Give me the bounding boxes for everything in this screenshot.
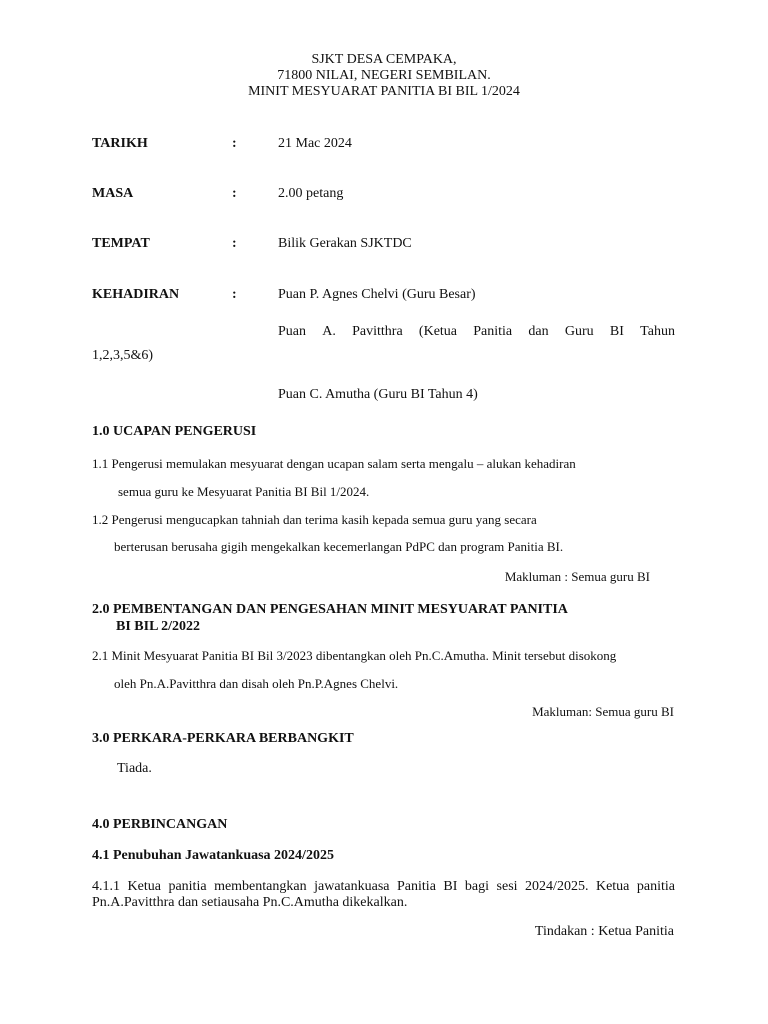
section-4-1-heading: 4.1 Penubuhan Jawatankuasa 2024/2025 [92, 848, 334, 863]
section-3-body: Tiada. [117, 761, 152, 776]
document-title: MINIT MESYUARAT PANITIA BI BIL 1/2024 [248, 84, 520, 99]
label-tempat: TEMPAT [92, 236, 150, 251]
label-masa: MASA [92, 186, 134, 201]
section-1-1-line1: 1.1 Pengerusi memulakan mesyuarat dengan ucapan salam serta mengalu – alukan kehadiran [92, 456, 576, 471]
attendee-ketua-panitia-line [278, 324, 675, 340]
attendee-word: (Ketua [418, 324, 458, 339]
colon-tarikh: : [232, 136, 237, 151]
attendee-word: dan [528, 324, 549, 339]
section-1-2-line2: berterusan berusaha gigih mengekalkan kecemerlangan PdPC dan program Panitia BI. [114, 539, 564, 554]
attendee-guru-besar: Puan P. Agnes Chelvi (Guru Besar) [278, 287, 476, 302]
colon-tempat: : [232, 236, 237, 251]
section-2-1-line2: oleh Pn.A.Pavitthra dan disah oleh Pn.P.Agnes Chelvi. [114, 676, 399, 691]
attendee-ketua-panitia-cont: 1,2,3,5&6) [92, 348, 154, 363]
label-kehadiran: KEHADIRAN [92, 287, 180, 302]
section-2-makluman: Makluman: Semua guru BI [532, 704, 674, 719]
label-tarikh: TARIKH [92, 136, 148, 151]
attendee-word: A. [322, 324, 336, 339]
header-line-address: 71800 NILAI, NEGERI SEMBILAN. [277, 68, 491, 83]
attendee-word: Pavitthra [352, 324, 403, 339]
colon-kehadiran: : [232, 287, 237, 302]
section-1-2-line1: 1.2 Pengerusi mengucapkan tahniah dan terima kasih kepada semua guru yang secara [92, 512, 537, 527]
attendee-word: Tahun [640, 324, 675, 339]
attendee-guru-bi-tahun-4: Puan C. Amutha (Guru BI Tahun 4) [278, 387, 478, 402]
section-2-1-line1: 2.1 Minit Mesyuarat Panitia BI Bil 3/2023 dibentangkan oleh Pn.C.Amutha. Minit tersebut disokong [92, 648, 617, 663]
section-1-makluman: Makluman : Semua guru BI [504, 569, 650, 584]
value-masa: 2.00 petang [278, 186, 344, 201]
attendee-word: BI [609, 324, 624, 339]
value-tarikh: 21 Mac 2024 [278, 136, 352, 151]
section-2-heading-cont: BI BIL 2/2022 [116, 619, 201, 634]
section-4-tindakan: Tindakan : Ketua Panitia [534, 924, 674, 939]
section-3-heading: 3.0 PERKARA-PERKARA BERBANGKIT [92, 731, 354, 746]
header-line-school: SJKT DESA CEMPAKA, [311, 52, 457, 67]
section-1-1-line2: semua guru ke Mesyuarat Panitia BI Bil 1/2024. [118, 484, 370, 499]
section-1-heading: 1.0 UCAPAN PENGERUSI [92, 424, 257, 439]
value-tempat: Bilik Gerakan SJKTDC [278, 236, 412, 251]
section-4-1-1-paragraph: 4.1.1 Ketua panitia membentangkan jawatankuasa Panitia BI bagi sesi 2024/2025. Ketua panitia Pn.A.Pavitthra dan setiausaha Pn.C.Amutha dikekalkan. [92, 879, 675, 910]
colon-masa: : [232, 186, 237, 201]
section-2-heading: 2.0 PEMBENTANGAN DAN PENGESAHAN MINIT MESYUARAT PANITIA [92, 602, 568, 617]
attendee-word: Guru [564, 324, 594, 339]
attendee-word: Panitia [473, 324, 513, 339]
attendee-word: Puan [278, 324, 306, 339]
section-4-heading: 4.0 PERBINCANGAN [92, 817, 228, 832]
